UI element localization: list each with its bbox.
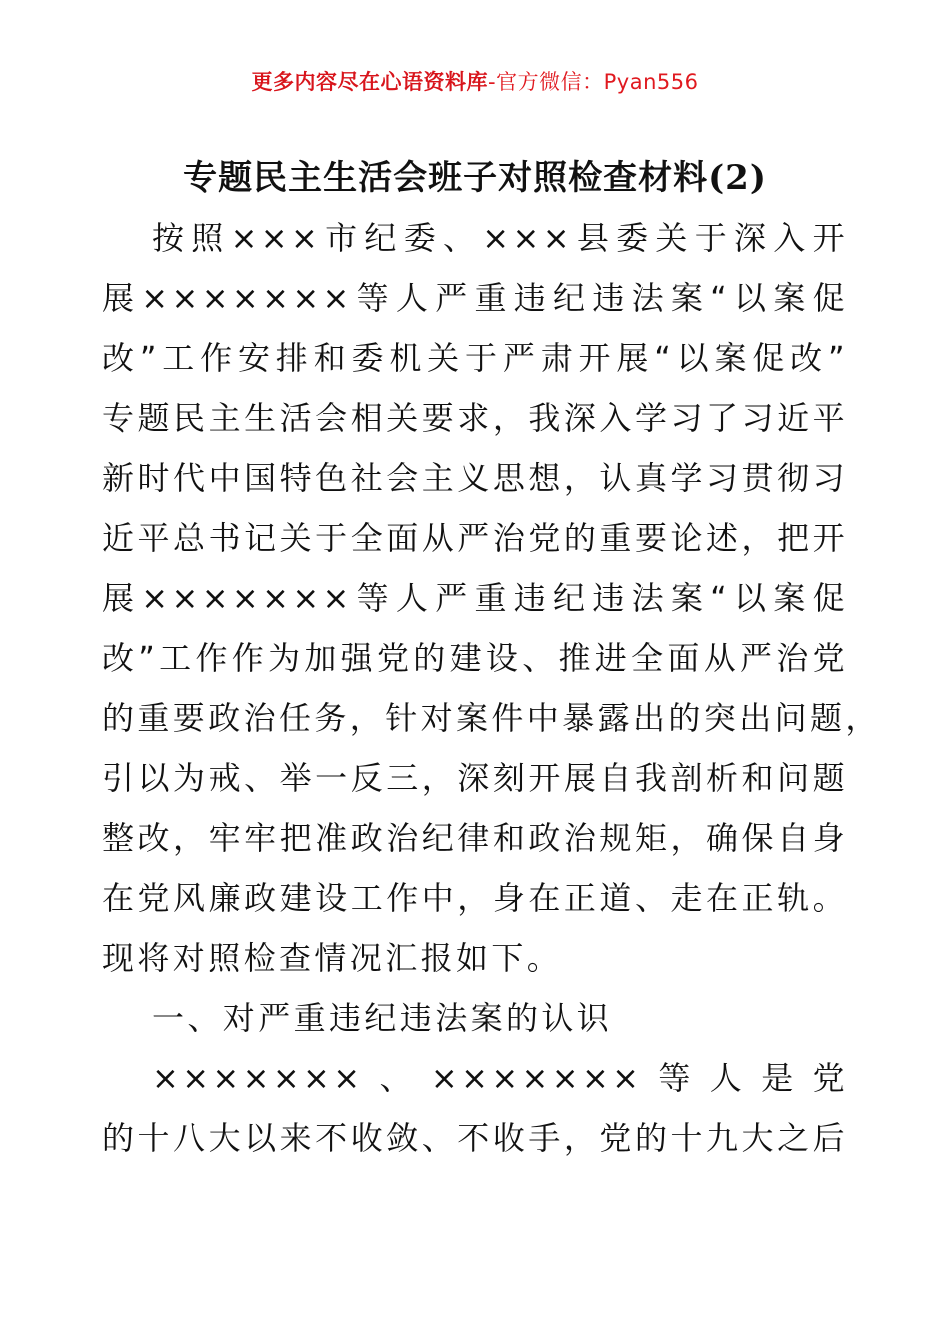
body-line: 展×××××××等人严重违纪违法案“以案促 — [102, 279, 848, 317]
body-line: 改”工作作为加强党的建设、推进全面从严治党 — [102, 639, 848, 677]
body-line: 近平总书记关于全面从严治党的重要论述，把开 — [102, 519, 848, 557]
document-title: 专题民主生活会班子对照检查材料(2) — [183, 158, 767, 198]
body-line: 现将对照检查情况汇报如下。 — [102, 939, 563, 977]
body-line: 一、对严重违纪违法案的认识 — [152, 999, 613, 1037]
document-body — [102, 208, 881, 1168]
body-line: 专题民主生活会相关要求，我深入学习了习近平 — [102, 399, 848, 437]
body-line: 新时代中国特色社会主义思想，认真学习贯彻习 — [102, 459, 848, 497]
body-line: 改”工作安排和委机关于严肃开展“以案促改” — [102, 339, 848, 377]
body-line: 的重要政治任务，针对案件中暴露出的突出问题， — [102, 699, 881, 737]
body-line: 展×××××××等人严重违纪违法案“以案促 — [102, 579, 848, 617]
body-line: ×××××××、×××××××等人是党 — [152, 1059, 848, 1097]
body-line: 在党风廉政建设工作中，身在正道、走在正轨。 — [102, 879, 848, 917]
header-watermark-note — [0, 66, 950, 96]
header-note-lead: 更多内容尽在心语资料库 — [251, 70, 489, 94]
body-line: 引以为戒、举一反三，深刻开展自我剖析和问题 — [102, 759, 848, 797]
body-line: 的十八大以来不收敛、不收手，党的十九大之后 — [102, 1119, 848, 1157]
body-line: 按照×××市纪委、×××县委关于深入开 — [152, 219, 848, 257]
body-line: 整改，牢牢把准政治纪律和政治规矩，确保自身 — [102, 819, 848, 857]
header-note-tail: -官方微信：Pyan556 — [488, 70, 699, 94]
